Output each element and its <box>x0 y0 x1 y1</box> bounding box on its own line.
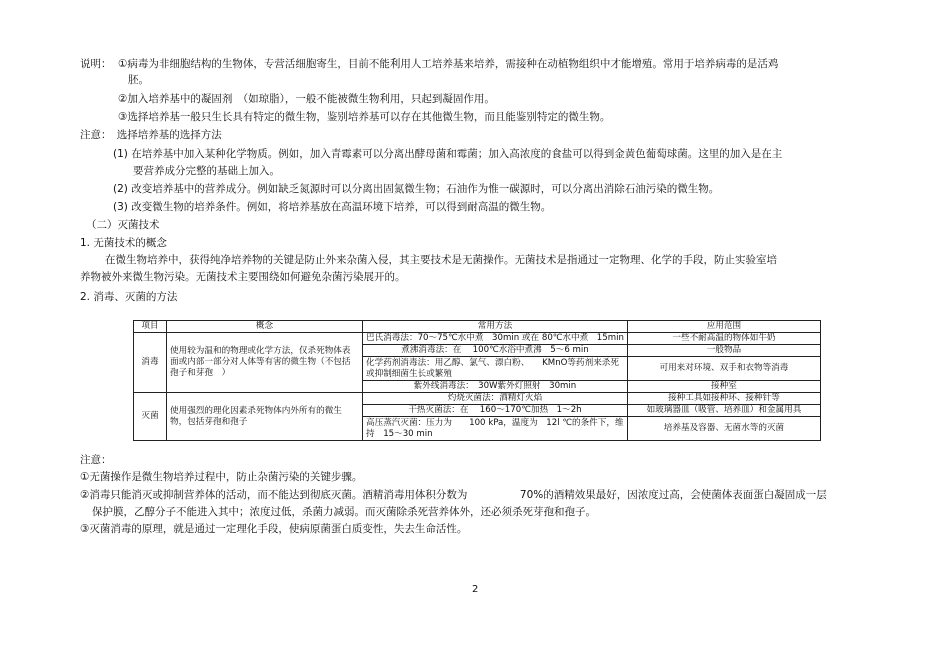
note-3: ③选择培养基一般只生长具有特定的微生物，鉴别培养基可以存在其他微生物，而且能鉴别特定的微生物。 <box>118 111 611 123</box>
method-pasteurization: 巴氏消毒法：70～75℃水中煮 30min 或在 80℃水中煮 15min <box>363 333 628 345</box>
range-uv: 接种室 <box>627 381 820 393</box>
header-item: 项目 <box>134 321 167 333</box>
range-dry-heat: 如玻璃器皿（吸管、培养皿）和金属用具 <box>627 405 820 417</box>
item-disinfect: 消毒 <box>134 333 167 393</box>
selection-item-1-cont: 要营养成分完整的基础上加入。 <box>133 165 280 177</box>
subsection-1-title: 1. 无菌技术的概念 <box>80 237 167 249</box>
item-sterilize: 灭菌 <box>134 393 167 441</box>
method-burning: 灼烧灭菌法：酒精灯火焰 <box>363 393 628 405</box>
note-2: ②加入培养基中的凝固剂 （如琼脂），一般不能被微生物利用，只起到凝固作用。 <box>118 93 495 105</box>
methods-table <box>133 320 821 441</box>
range-autoclave: 培养基及容器、无菌水等的灭菌 <box>627 417 820 441</box>
page-number: 2 <box>472 584 479 595</box>
method-uv: 紫外线消毒法： 30W紫外灯照射 30min <box>363 381 628 393</box>
attention-note-2-cont: 保护膜，乙醇分子不能进入其中；浓度过低，杀菌力减弱。而灭菌除杀死营养体外，还必须杀死芽孢和孢子。 <box>92 506 596 518</box>
selection-item-3: (3) 改变微生物的培养条件。例如，将培养基放在高温环境下培养，可以得到耐高温的微生物。 <box>113 201 552 213</box>
range-pasteurization: 一些不耐高温的物体如牛奶 <box>627 333 820 345</box>
subsection-2-title: 2. 消毒、灭菌的方法 <box>80 291 178 303</box>
method-chemical: 化学药剂消毒法：用乙醇、氯气、漂白粉、 KMnO等药剂来杀死或抑制细菌生长或繁殖 <box>363 357 628 381</box>
selection-item-2: (2) 改变培养基中的营养成分。例如缺乏氮源时可以分离出固氮微生物；石油作为惟一碳源时，可以分离出消除石油污染的微生物。 <box>113 183 720 195</box>
selection-method-title: 注意： 选择培养基的选择方法 <box>80 129 222 141</box>
range-boiling: 一般物品 <box>627 345 820 357</box>
header-concept: 概念 <box>167 321 363 333</box>
section-heading: （二）灭菌技术 <box>86 219 160 231</box>
concept-sterilize: 使用强烈的理化因素杀死物体内外所有的微生物，包括芽孢和孢子 <box>167 393 363 441</box>
note-1-cont: 胚。 <box>128 74 149 86</box>
subsection-1-paragraph-cont: 养物被外来微生物污染。无菌技术主要围绕如何避免杂菌污染展开的。 <box>80 271 406 283</box>
attention-note-1: ①无菌操作是微生物培养过程中，防止杂菌污染的关键步骤。 <box>80 471 363 483</box>
method-autoclave: 高压蒸汽灭菌：压力为 100 kPa，温度为 12l ℃的条件下，维持 15～30 min <box>363 417 628 441</box>
note-1: ①病毒为非细胞结构的生物体，专营活细胞寄生，目前不能利用人工培养基来培养，需接种在动植物组织中才能增殖。常用于培养病毒的是活鸡 <box>118 58 779 70</box>
attention-note-2: ②消毒只能消灭或抑制营养体的活动，而不能达到彻底灭菌。酒精消毒用体积分数为 70%的酒精效果最好，因浓度过高，会使菌体表面蛋白凝固成一层 <box>80 489 827 501</box>
concept-disinfect: 使用较为温和的物理或化学方法，仅杀死物体表面或内部一部分对人体等有害的微生物（不包括孢子和芽孢 ） <box>167 333 363 393</box>
subsection-1-paragraph: 在微生物培养中，获得纯净培养物的关键是防止外来杂菌入侵，其主要技术是无菌操作。无菌技术是指通过一定物理、化学的手段，防止实验室培 <box>105 254 777 266</box>
method-dry-heat: 干热灭菌法：在 160～170℃加热 1～2h <box>363 405 628 417</box>
range-chemical: 可用来对环境、双手和衣物等消毒 <box>627 357 820 381</box>
attention-title: 注意： <box>80 454 112 466</box>
selection-item-1: (1) 在培养基中加入某种化学物质。例如，加入青霉素可以分离出酵母菌和霉菌；加入高浓度的食盐可以得到金黄色葡萄球菌。这里的加入是在主 <box>113 148 783 160</box>
attention-note-3: ③灭菌消毒的原理，就是通过一定理化手段，使病原菌蛋白质变性，失去生命活性。 <box>80 523 468 535</box>
notes-label: 说明： <box>80 58 112 70</box>
header-range: 应用范围 <box>627 321 820 333</box>
header-methods: 常用方法 <box>363 321 628 333</box>
method-boiling: 煮沸消毒法：在 100℃水浴中煮沸 5～6 min <box>363 345 628 357</box>
range-burning: 接种工具如接种环、接种针等 <box>627 393 820 405</box>
